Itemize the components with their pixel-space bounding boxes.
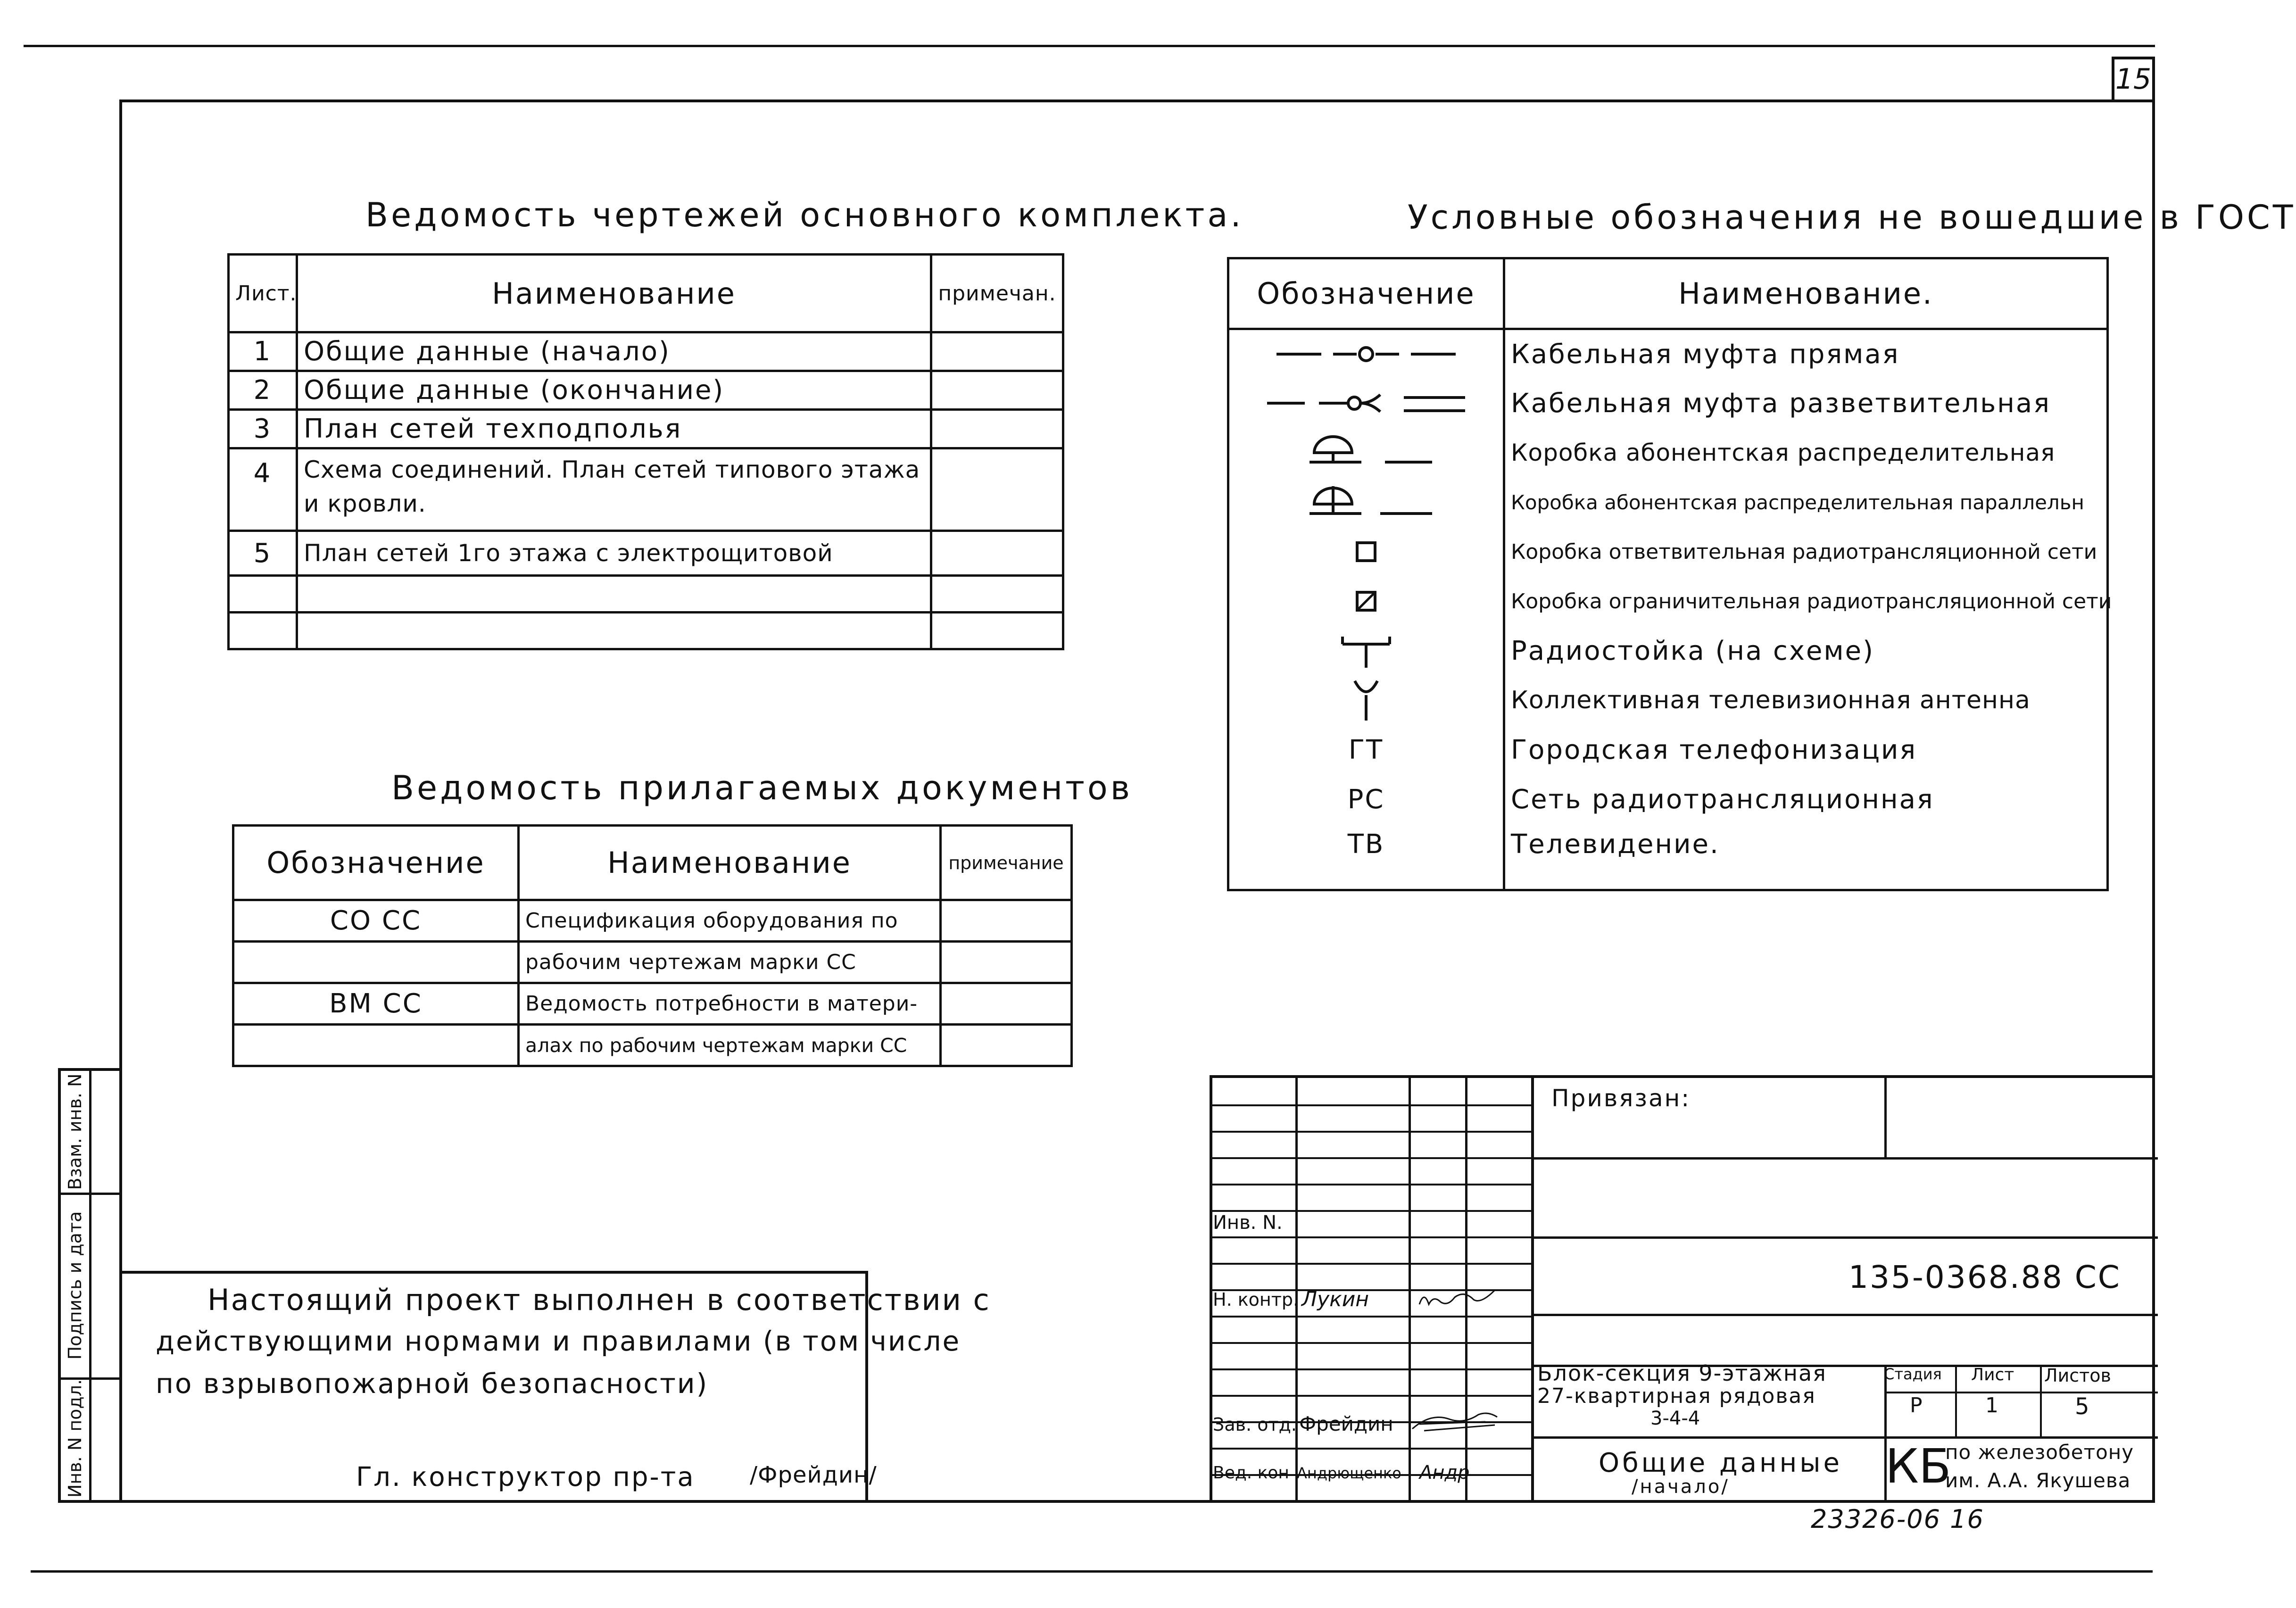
legend-row: Коробка абонентская распределительная [1228, 428, 2108, 478]
table-row: 4 Схема соединений. План сетей типового этажа и кровли. [229, 448, 1063, 531]
side-stamp-sign-date: Подпись и дата [65, 1211, 85, 1360]
doc-code: 135-0368.88 СС [1848, 1259, 2121, 1295]
straight-cable-coupling-icon [1276, 345, 1456, 364]
square-icon [1354, 540, 1378, 564]
object-line2: 27-квартирная рядовая [1537, 1384, 1816, 1408]
name-lead-designer: Андрющенко [1297, 1464, 1401, 1482]
sheets-value: 5 [2075, 1393, 2089, 1420]
subscriber-box-parallel-icon [1295, 483, 1437, 521]
sheet-title-line1: Общие данные [1599, 1448, 1842, 1478]
col-name: Наименование [297, 255, 931, 332]
top-trim-line [24, 45, 2155, 47]
branch-cable-coupling-icon [1267, 389, 1465, 417]
sheet-value: 1 [1985, 1393, 1998, 1417]
drawings-list-title: Ведомость чертежей основного комплекта. [365, 196, 1244, 234]
org-line1: по железобетону [1945, 1441, 2134, 1464]
col-note: примечание [941, 826, 1072, 900]
legend-row: Коробка ограничительная радиотрансляционной сети [1228, 577, 2108, 626]
legend-row: ТВ Телевидение. [1228, 824, 2108, 890]
legend-row: ГТ Городская телефонизация [1228, 725, 2108, 775]
side-stamp-replace-inv: Взам. инв. N [65, 1073, 85, 1190]
legend-table [1227, 257, 2112, 891]
col-code: Обозначение [233, 826, 519, 900]
drawings-table [227, 253, 1064, 650]
sheet-title-line2: /начало/ [1632, 1476, 1730, 1498]
table-row: 2 Общие данные (окончание) [229, 371, 1063, 410]
name-dept-head: Фрейдин [1299, 1412, 1393, 1435]
org-mark: КБ [1885, 1439, 1951, 1494]
legend-row: Коробка ответвительная радиотрансляционной сети [1228, 527, 2108, 577]
col-name: Наименование [519, 826, 941, 900]
legend-row: Коробка абонентская распределительная параллельн [1228, 478, 2108, 527]
signer-role: Гл. конструктор пр-та [356, 1462, 695, 1492]
org-line2: им. А.А. Якушева [1945, 1469, 2131, 1492]
legend-title: Условные обозначения не вошедшие в ГОСТ [1408, 198, 2296, 237]
table-row: ВМ СС Ведомость потребности в матери- [233, 983, 1072, 1025]
compliance-line3: по взрывопожарной безопасности) [156, 1368, 709, 1400]
object-line3: 3-4-4 [1650, 1408, 1700, 1429]
documents-list-title: Ведомость прилагаемых документов [391, 769, 1133, 807]
legend-row: Кабельная муфта прямая [1228, 329, 2108, 379]
col-name: Наименование. [1504, 258, 2108, 329]
table-row: 5 План сетей 1го этажа с электрощитовой [229, 531, 1063, 576]
table-row: 1 Общие данные (начало) [229, 332, 1063, 371]
sign-lead-designer: Андр [1419, 1462, 1470, 1484]
antenna-icon [1352, 679, 1380, 721]
table-row: рабочим чертежам марки СС [233, 942, 1072, 983]
object-line1: Блок-секция 9-этажная [1537, 1360, 1827, 1386]
radio-rack-icon [1338, 632, 1394, 670]
table-row: алах по рабочим чертежам марки СС [233, 1025, 1072, 1066]
compliance-line2: действующими нормами и правилами (в том числе [156, 1325, 961, 1357]
legend-row: Радиостойка (на схеме) [1228, 626, 2108, 676]
bottom-trim-line [31, 1570, 2153, 1573]
col-note: примечан. [931, 255, 1063, 332]
row-name-line2: и кровли. [304, 490, 426, 517]
role-norm-control: Н. контр. [1213, 1289, 1299, 1310]
signature-freidin [1410, 1410, 1504, 1436]
role-dept-head: Зав. отд. [1213, 1414, 1297, 1435]
sheet-label: Лист [1971, 1365, 2014, 1384]
stage-label: Стадия [1884, 1365, 1942, 1383]
page-number: 15 [2112, 57, 2155, 99]
sheets-label: Листов [2044, 1365, 2111, 1386]
bound-label: Привязан: [1551, 1085, 1691, 1112]
documents-table [232, 824, 1073, 1067]
subscriber-box-icon [1295, 434, 1437, 472]
inv-label: Инв. N. [1213, 1212, 1283, 1234]
signature-lukin [1415, 1286, 1500, 1312]
side-stamp-inv-orig: Инв. N подл. [65, 1379, 85, 1498]
role-lead-designer: Вед. кон [1213, 1463, 1289, 1483]
name-norm-control: Лукин [1301, 1287, 1369, 1311]
col-symbol: Обозначение [1228, 258, 1504, 329]
legend-row: Кабельная муфта разветвительная [1228, 379, 2108, 428]
signer-name: /Фрейдин/ [750, 1462, 877, 1488]
legend-row: РС Сеть радиотрансляционная [1228, 775, 2108, 824]
crossed-square-icon [1354, 589, 1378, 613]
side-stamp [58, 1068, 119, 1503]
table-row [229, 613, 1063, 649]
legend-row: Коллективная телевизионная антенна [1228, 676, 2108, 725]
table-row [229, 576, 1063, 613]
table-row: 3 План сетей техподполья [229, 410, 1063, 448]
archive-number: 23326-06 16 [1811, 1504, 1984, 1534]
col-sheet: Лист. [229, 255, 297, 332]
row-name-line1: Схема соединений. План сетей типового этажа [304, 456, 920, 483]
table-row: СО СС Спецификация оборудования по [233, 900, 1072, 942]
stage-value: Р [1910, 1393, 1923, 1417]
compliance-line1: Настоящий проект выполнен в соответствии с [207, 1283, 991, 1317]
